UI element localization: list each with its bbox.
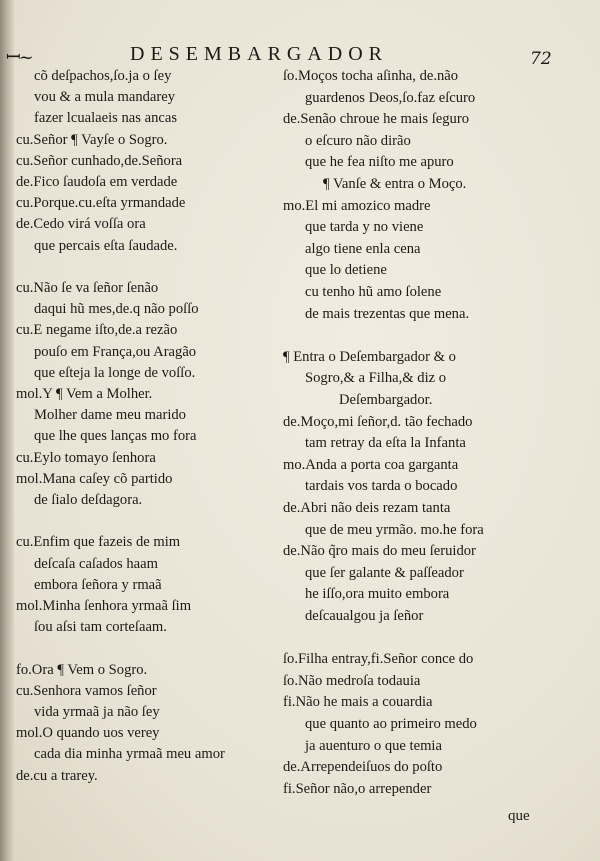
right-text-line: guardenos Deos,ſo.faz eſcuro (305, 89, 476, 106)
right-text-line: de.Abri não deis rezam tanta (283, 500, 451, 516)
left-text-line: de.Fico ſaudoſa em verdade (16, 174, 178, 190)
right-text-line: tam retray da eſta la Infanta (305, 435, 466, 452)
right-text-line: de.Não q̃ro mais do meu ſeruidor (283, 543, 476, 560)
right-text-line: o eſcuro não dirão (305, 132, 411, 149)
right-text-line: que de meu yrmão. mo.he fora (305, 521, 484, 538)
left-text-line: Molher dame meu marido (34, 407, 186, 424)
right-text-line: mo.El mi amozico madre (283, 197, 431, 214)
right-text-line: Sogro,& a Filha,& diz o (305, 370, 447, 387)
left-text-line: cu.Senhora vamos ſeñor (16, 682, 157, 699)
right-text-line: mo.Anda a porta coa garganta (283, 456, 459, 473)
right-text-line: Deſembargador. (339, 392, 433, 408)
folio-number: 72 (530, 49, 552, 69)
right-text-line: ja auenturo o que temia (305, 737, 442, 754)
right-text-line: algo tiene enla cena (305, 240, 421, 257)
left-text-line: mol.Minha ſenhora yrmaã ſim (16, 598, 192, 614)
right-text-line: de.Arrependeiſuos do poſto (283, 759, 443, 776)
page-gutter (0, 0, 14, 861)
left-text-line: ſou aſsi tam corteſaam. (34, 619, 167, 636)
left-text-line: cu.Eylo tomayo ſenhora (16, 449, 156, 466)
right-text-line: de.Moço,mi ſeñor,d. tão fechado (283, 413, 473, 430)
left-text-line: fo.Ora ¶ Vem o Sogro. (16, 661, 148, 678)
right-text-line: deſcaualgou ja ſeñor (305, 608, 424, 624)
right-text-line: ¶ Entra o Deſembargador & o (283, 348, 456, 365)
left-text-line: embora ſeñora y rmaã (34, 576, 162, 593)
right-text-line: fi.Não he mais a couardia (283, 694, 433, 711)
left-text-line: deſcaſa caſados haam (34, 555, 158, 572)
header-ornament: ꟷ~ (6, 47, 32, 68)
left-text-line: de ſialo deſdagora. (34, 492, 143, 508)
left-text-line: de.cu a trarey. (16, 767, 98, 784)
right-text-line: cu tenho hũ amo ſolene (305, 284, 442, 300)
left-text-line: pouſo em França,ou Aragão (34, 343, 197, 360)
left-text-line: vida yrmaã ja não ſey (34, 704, 160, 720)
left-text-line: cu.Señor ¶ Vayſe o Sogro. (16, 131, 168, 148)
right-text-line: tardais vos tarda o bocado (305, 478, 458, 495)
left-text-line: mol.O quando uos verey (16, 725, 160, 742)
right-text-line: que quanto ao primeiro medo (305, 716, 477, 732)
right-text-line: fi.Señor não,o arrepender (283, 780, 432, 797)
left-text-line: mol.Mana caſey cõ partido (16, 470, 173, 487)
right-text-line: que ſer galante & paſſeador (305, 564, 464, 581)
left-text-line: cu.Não ſe va ſeñor ſenão (16, 280, 159, 296)
right-text-line: de.Senão chroue he mais ſeguro (283, 111, 470, 128)
left-text-line: cõ deſpachos,ſo.ja o ſey (34, 68, 172, 84)
right-text-line: he iſſo,ora muito embora (305, 586, 450, 603)
right-text-line: ¶ Vanſe & entra o Moço. (323, 176, 467, 192)
left-text-line: que lhe ques lanças mo fora (34, 428, 197, 445)
left-text-line: vou & a mula mandarey (34, 89, 176, 106)
left-text-line: mol.Y ¶ Vem a Molher. (16, 386, 153, 402)
left-text-line: daqui hũ mes,de.q não poſſo (34, 301, 199, 318)
left-text-line: de.Cedo virá voſſa ora (16, 216, 146, 233)
running-title: DESEMBARGADOR (130, 43, 389, 65)
left-text-line: que eſteja la longe de voſſo. (34, 364, 196, 381)
left-text-line: que percais eſta ſaudade. (34, 237, 178, 254)
left-text-line: cada dia minha yrmaã meu amor (34, 746, 225, 763)
left-text-line: cu.E negame iſto,de.a rezão (16, 322, 178, 339)
left-text-line: cu.Enfim que fazeis de mim (16, 534, 181, 551)
right-text-line: que he fea niſto me apuro (305, 154, 454, 171)
right-text-line: ſo.Não medroſa todauia (283, 672, 421, 689)
left-text-line: cu.Porque.cu.eſta yrmandade (16, 195, 186, 212)
right-text-line: que lo detiene (305, 262, 387, 279)
right-text-line: de mais trezentas que mena. (305, 305, 470, 322)
right-text-line: ſo.Moços tocha aſinha, de.não (283, 68, 459, 84)
left-text-line: fazer lcualaeis nas ancas (34, 110, 178, 127)
right-text-line: ſo.Filha entray,fi.Señor conce do (283, 651, 474, 668)
catchword: que (508, 808, 530, 824)
right-text-line: que tarda y no viene (305, 219, 424, 236)
left-text-line: cu.Señor cunhado,de.Señora (16, 152, 183, 169)
